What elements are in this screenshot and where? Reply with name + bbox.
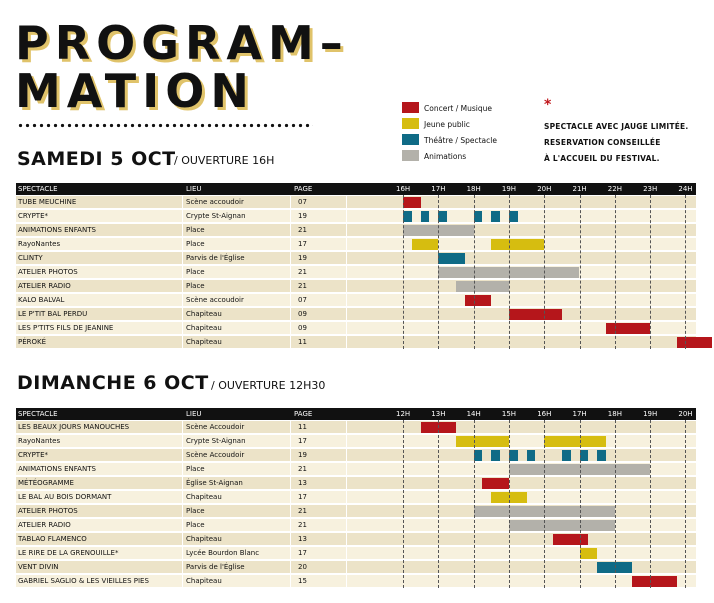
table-row [16, 265, 696, 278]
event-name: GABRIEL SAGLIO & LES VIEILLES PIES [18, 577, 149, 585]
hour-gridline [685, 420, 686, 588]
hour-label: 16H [396, 185, 411, 193]
title-line-2: MATION [15, 64, 255, 118]
hour-label: 24H [678, 185, 693, 193]
table-row [16, 335, 696, 348]
table-row [16, 462, 696, 475]
hour-label: 12H [396, 410, 411, 418]
table-row [16, 321, 696, 334]
event-page: 13 [298, 535, 307, 543]
event-venue: Place [186, 465, 205, 473]
table-row [16, 279, 696, 292]
event-page: 19 [298, 212, 307, 220]
schedule-bar [421, 211, 430, 222]
event-name: MÉTÉOGRAMME [18, 479, 74, 487]
schedule-bar [456, 436, 509, 447]
table-row [16, 420, 696, 433]
hour-gridline [650, 195, 651, 349]
hour-label: 17H [431, 185, 446, 193]
schedule-bar [456, 281, 509, 292]
table-row [16, 237, 696, 250]
schedule-bar [474, 450, 483, 461]
column-separator [346, 195, 347, 349]
event-venue: Chapiteau [186, 535, 222, 543]
schedule-bar [482, 478, 508, 489]
schedule-bar [677, 337, 712, 348]
event-page: 19 [298, 451, 307, 459]
event-name: ATELIER PHOTOS [18, 268, 78, 276]
hour-label: 13H [431, 410, 446, 418]
event-page: 07 [298, 198, 307, 206]
schedule-bar [509, 309, 562, 320]
hour-label: 14H [466, 410, 481, 418]
event-page: 17 [298, 437, 307, 445]
hour-gridline [685, 195, 686, 349]
event-page: 20 [298, 563, 307, 571]
schedule-bar [580, 450, 589, 461]
table-row [16, 518, 696, 531]
event-name: VENT DIVIN [18, 563, 59, 571]
schedule-bar [438, 211, 447, 222]
legend-swatch-theatre [402, 134, 419, 145]
hour-gridline [544, 195, 545, 349]
hour-gridline [650, 420, 651, 588]
event-name: ANIMATIONS ENFANTS [18, 465, 96, 473]
hour-label: 19H [643, 410, 658, 418]
schedule-bar [491, 211, 500, 222]
legend-label-jeune-public: Jeune public [424, 120, 470, 129]
legend-swatch-concert [402, 102, 419, 113]
hour-label: 22H [607, 185, 622, 193]
event-venue: Scène accoudoir [186, 296, 244, 304]
table-header [16, 183, 696, 195]
hour-gridline [509, 195, 510, 349]
event-page: 19 [298, 254, 307, 262]
event-page: 13 [298, 479, 307, 487]
hour-label: 19H [501, 185, 517, 193]
legend-swatch-jeune-public [402, 118, 419, 129]
event-venue: Chapiteau [186, 577, 222, 585]
column-separator [182, 420, 183, 588]
hour-gridline [438, 195, 439, 349]
hour-gridline [509, 420, 510, 588]
event-name: TUBE MEUCHINE [18, 198, 77, 206]
event-name: LES P'TITS FILS DE JEANINE [18, 324, 114, 332]
hour-label: 23H [643, 185, 658, 193]
event-name: LES BEAUX JOURS MANOUCHES [18, 423, 130, 431]
hour-label: 16H [537, 410, 552, 418]
column-header-lieu: LIEU [186, 185, 202, 193]
column-header-lieu: LIEU [186, 410, 202, 418]
schedule-bar [465, 295, 491, 306]
event-name: LE P'TIT BAL PERDU [18, 310, 88, 318]
table-row [16, 209, 696, 222]
table-row [16, 434, 696, 447]
event-venue: Chapiteau [186, 324, 222, 332]
table-header [16, 408, 696, 420]
event-page: 09 [298, 310, 307, 318]
table-row [16, 476, 696, 489]
event-page: 11 [298, 423, 307, 431]
event-page: 17 [298, 240, 307, 248]
hour-gridline [474, 195, 475, 349]
event-name: ANIMATIONS ENFANTS [18, 226, 96, 234]
note-line-1: SPECTACLE AVEC JAUGE LIMITÉE. [544, 122, 689, 131]
event-page: 17 [298, 493, 307, 501]
event-name: KALO BALVAL [18, 296, 65, 304]
hour-label: 20H [537, 185, 552, 193]
schedule-bar [491, 450, 500, 461]
day-title-dimanche: DIMANCHE 6 OCT [17, 372, 209, 394]
event-venue: Place [186, 268, 205, 276]
event-page: 15 [298, 577, 307, 585]
event-name: PÉROKÉ [18, 338, 47, 346]
hour-gridline [580, 195, 581, 349]
note-line-2: RESERVATION CONSEILLÉE [544, 138, 661, 147]
event-name: LE RIRE DE LA GRENOUILLE* [18, 549, 119, 557]
hour-label: 18H [607, 410, 622, 418]
event-name: CRYPTE* [18, 451, 48, 459]
event-venue: Crypte St-Aignan [186, 212, 246, 220]
hour-gridline [615, 195, 616, 349]
table-row [16, 532, 696, 545]
hour-gridline [438, 420, 439, 588]
schedule-bar [544, 436, 606, 447]
event-page: 21 [298, 465, 307, 473]
event-venue: Parvis de l'Église [186, 563, 245, 571]
event-name: RayoNantes [18, 240, 61, 248]
event-page: 17 [298, 549, 307, 557]
schedule-bar [491, 239, 544, 250]
schedule-bar [553, 534, 588, 545]
event-venue: Scène accoudoir [186, 198, 244, 206]
table-row [16, 195, 696, 208]
schedule-bar [606, 323, 650, 334]
event-venue: Église St-Aignan [186, 479, 243, 487]
event-venue: Scène Accoudoir [186, 423, 245, 431]
event-name: ATELIER RADIO [18, 521, 71, 529]
schedule-bar [474, 211, 483, 222]
legend-label-concert: Concert / Musique [424, 104, 492, 113]
hour-label: 17H [572, 410, 587, 418]
event-venue: Chapiteau [186, 338, 222, 346]
column-separator [290, 195, 291, 349]
event-page: 21 [298, 268, 307, 276]
event-venue: Scène Accoudoir [186, 451, 245, 459]
schedule-bar [509, 211, 518, 222]
day-subtitle-samedi: / OUVERTURE 16H [174, 154, 275, 167]
event-venue: Chapiteau [186, 493, 222, 501]
event-venue: Parvis de l'Église [186, 254, 245, 262]
event-venue: Crypte St-Aignan [186, 437, 246, 445]
schedule-grid-dimanche [16, 408, 696, 591]
day-subtitle-dimanche: / OUVERTURE 12H30 [211, 379, 326, 392]
schedule-bar [403, 197, 421, 208]
limited-capacity-star-icon: * [544, 97, 552, 113]
column-header-spectacle: SPECTACLE [18, 410, 58, 418]
event-venue: Place [186, 507, 205, 515]
event-name: LE BAL AU BOIS DORMANT [18, 493, 112, 501]
hour-gridline [580, 420, 581, 588]
schedule-bar [562, 450, 571, 461]
hour-gridline [403, 420, 404, 588]
legend-label-animations: Animations [424, 152, 467, 161]
event-name: CRYPTE* [18, 212, 48, 220]
event-name: CLINTY [18, 254, 43, 262]
column-header-spectacle: SPECTACLE [18, 185, 58, 193]
legend-swatch-animations [402, 150, 419, 161]
event-name: ATELIER PHOTOS [18, 507, 78, 515]
schedule-bar [412, 239, 438, 250]
schedule-bar [632, 576, 676, 587]
schedule-bar [580, 548, 598, 559]
event-page: 09 [298, 324, 307, 332]
event-page: 21 [298, 226, 307, 234]
event-page: 21 [298, 507, 307, 515]
table-row [16, 307, 696, 320]
column-separator [290, 420, 291, 588]
event-name: RayoNantes [18, 437, 61, 445]
column-separator [346, 420, 347, 588]
hour-label: 20H [678, 410, 693, 418]
table-row [16, 560, 696, 573]
event-page: 21 [298, 521, 307, 529]
event-name: ATELIER RADIO [18, 282, 71, 290]
table-row [16, 223, 696, 236]
hour-gridline [403, 195, 404, 349]
event-page: 11 [298, 338, 307, 346]
table-row [16, 293, 696, 306]
table-row [16, 574, 696, 587]
event-venue: Place [186, 226, 205, 234]
note-line-3: À L'ACCUEIL DU FESTIVAL. [544, 154, 660, 163]
day-title-samedi: SAMEDI 5 OCT [17, 148, 176, 170]
event-page: 07 [298, 296, 307, 304]
column-header-page: PAGE [294, 185, 313, 193]
hour-gridline [544, 420, 545, 588]
hour-label: 18H [466, 185, 481, 193]
hour-label: 15H [501, 410, 517, 418]
schedule-bar [509, 520, 615, 531]
hour-gridline [474, 420, 475, 588]
hour-label: 21H [572, 185, 587, 193]
legend-label-theatre: Théâtre / Spectacle [424, 136, 497, 145]
table-row [16, 448, 696, 461]
event-venue: Place [186, 521, 205, 529]
event-venue: Place [186, 240, 205, 248]
title-line-1: PROGRAM– [15, 16, 349, 70]
column-separator [182, 195, 183, 349]
schedule-grid-samedi [16, 183, 696, 353]
table-row [16, 504, 696, 517]
event-venue: Place [186, 282, 205, 290]
event-venue: Lycée Bourdon Blanc [186, 549, 260, 557]
event-name: TABLAO FLAMENCO [18, 535, 87, 543]
event-page: 21 [298, 282, 307, 290]
schedule-bar [527, 450, 536, 461]
table-row [16, 490, 696, 503]
schedule-bar [438, 253, 464, 264]
table-row [16, 251, 696, 264]
hour-gridline [615, 420, 616, 588]
table-row [16, 546, 696, 559]
schedule-bar [597, 450, 606, 461]
dotted-divider [17, 123, 313, 128]
event-venue: Chapiteau [186, 310, 222, 318]
schedule-bar [403, 211, 412, 222]
schedule-bar [509, 450, 518, 461]
column-header-page: PAGE [294, 410, 313, 418]
